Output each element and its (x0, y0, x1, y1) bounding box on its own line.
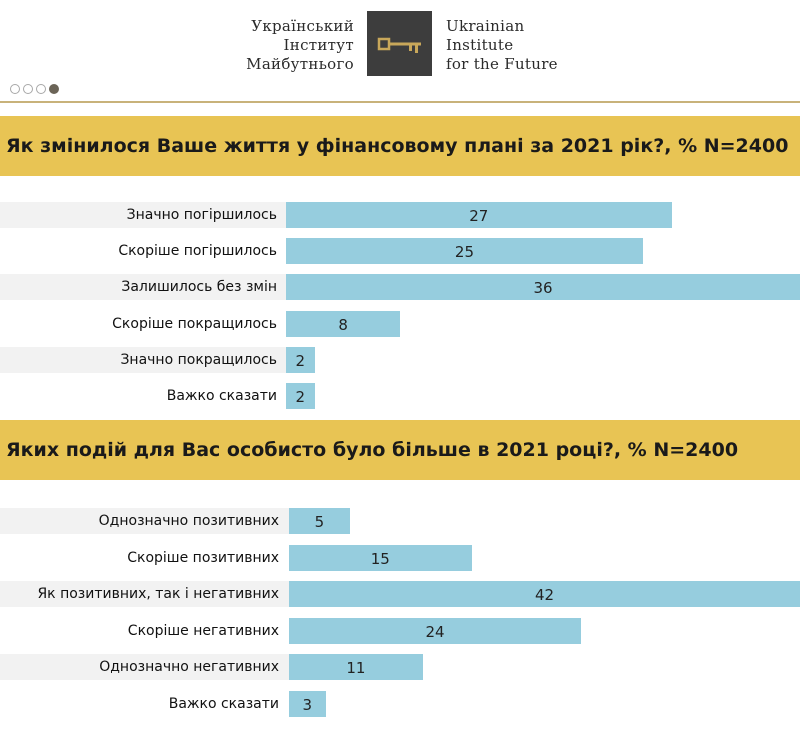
key-icon (367, 11, 432, 76)
category-label: Значно погіршилось (126, 207, 277, 223)
bar-value-label: 11 (346, 659, 366, 677)
carousel-dot-1[interactable] (10, 84, 20, 94)
category-label: Залишилось без змін (121, 279, 277, 295)
chart-2-row (0, 618, 800, 644)
bar-value-label: 3 (302, 696, 313, 714)
chart-2-row (0, 654, 800, 680)
chart-2-row (0, 508, 800, 534)
chart-1-row (0, 202, 800, 228)
chart-1-row (0, 347, 800, 373)
bar-value-label: 25 (454, 243, 475, 261)
carousel-dots (10, 84, 62, 94)
bar-value-label: 24 (425, 623, 445, 641)
bar-value-label: 27 (469, 207, 489, 225)
carousel-dot-2[interactable] (23, 84, 33, 94)
logo-text-english (446, 17, 558, 74)
logo-line: Інститут (283, 36, 354, 54)
bar-value-label: 36 (533, 279, 553, 297)
bar-value-label: 2 (295, 388, 306, 406)
chart-1-row (0, 274, 800, 300)
carousel-dot-3[interactable] (36, 84, 46, 94)
logo-line: Майбутнього (246, 55, 354, 73)
chart-2-title: Яких подій для Вас особисто було більше в 2021 році?, % N=2400 (6, 439, 739, 461)
logo-mark (367, 11, 432, 76)
bar-value-label: 8 (338, 316, 348, 334)
category-label: Скоріше покращилось (112, 316, 277, 332)
category-label: Скоріше негативних (127, 623, 279, 639)
chart-2-row (0, 581, 800, 607)
category-label: Як позитивних, так і негативних (37, 586, 279, 602)
logo-line: Український (251, 17, 354, 35)
category-label: Однозначно негативних (99, 659, 279, 675)
chart-1-title-banner (0, 116, 800, 176)
header-divider (0, 101, 800, 103)
category-label: Скоріше позитивних (127, 550, 279, 566)
chart-1-row (0, 238, 800, 264)
logo-line: Institute (446, 36, 514, 54)
category-label: Однозначно позитивних (98, 513, 279, 529)
chart-2-row (0, 691, 800, 717)
chart-1-title: Як змінилося Ваше життя у фінансовому плані за 2021 рік?, % N=2400 (6, 135, 789, 157)
category-label: Важко сказати (166, 388, 277, 404)
category-label: Скоріше погіршилось (118, 243, 277, 259)
logo-text-ukrainian (246, 17, 354, 74)
category-label: Значно покращилось (120, 352, 277, 368)
logo-line: Ukrainian (446, 17, 525, 35)
chart-2-row (0, 545, 800, 571)
category-label: Важко сказати (168, 696, 279, 712)
bar-value-label: 5 (314, 513, 325, 531)
bar-value-label: 2 (295, 352, 306, 370)
chart-2-title-banner (0, 420, 800, 480)
chart-1-row (0, 311, 800, 337)
chart-1-row (0, 383, 800, 409)
bar-value-label: 42 (534, 586, 555, 604)
logo-line: for the Future (446, 55, 558, 73)
bar-value-label: 15 (370, 550, 390, 568)
carousel-dot-4[interactable] (49, 84, 59, 94)
